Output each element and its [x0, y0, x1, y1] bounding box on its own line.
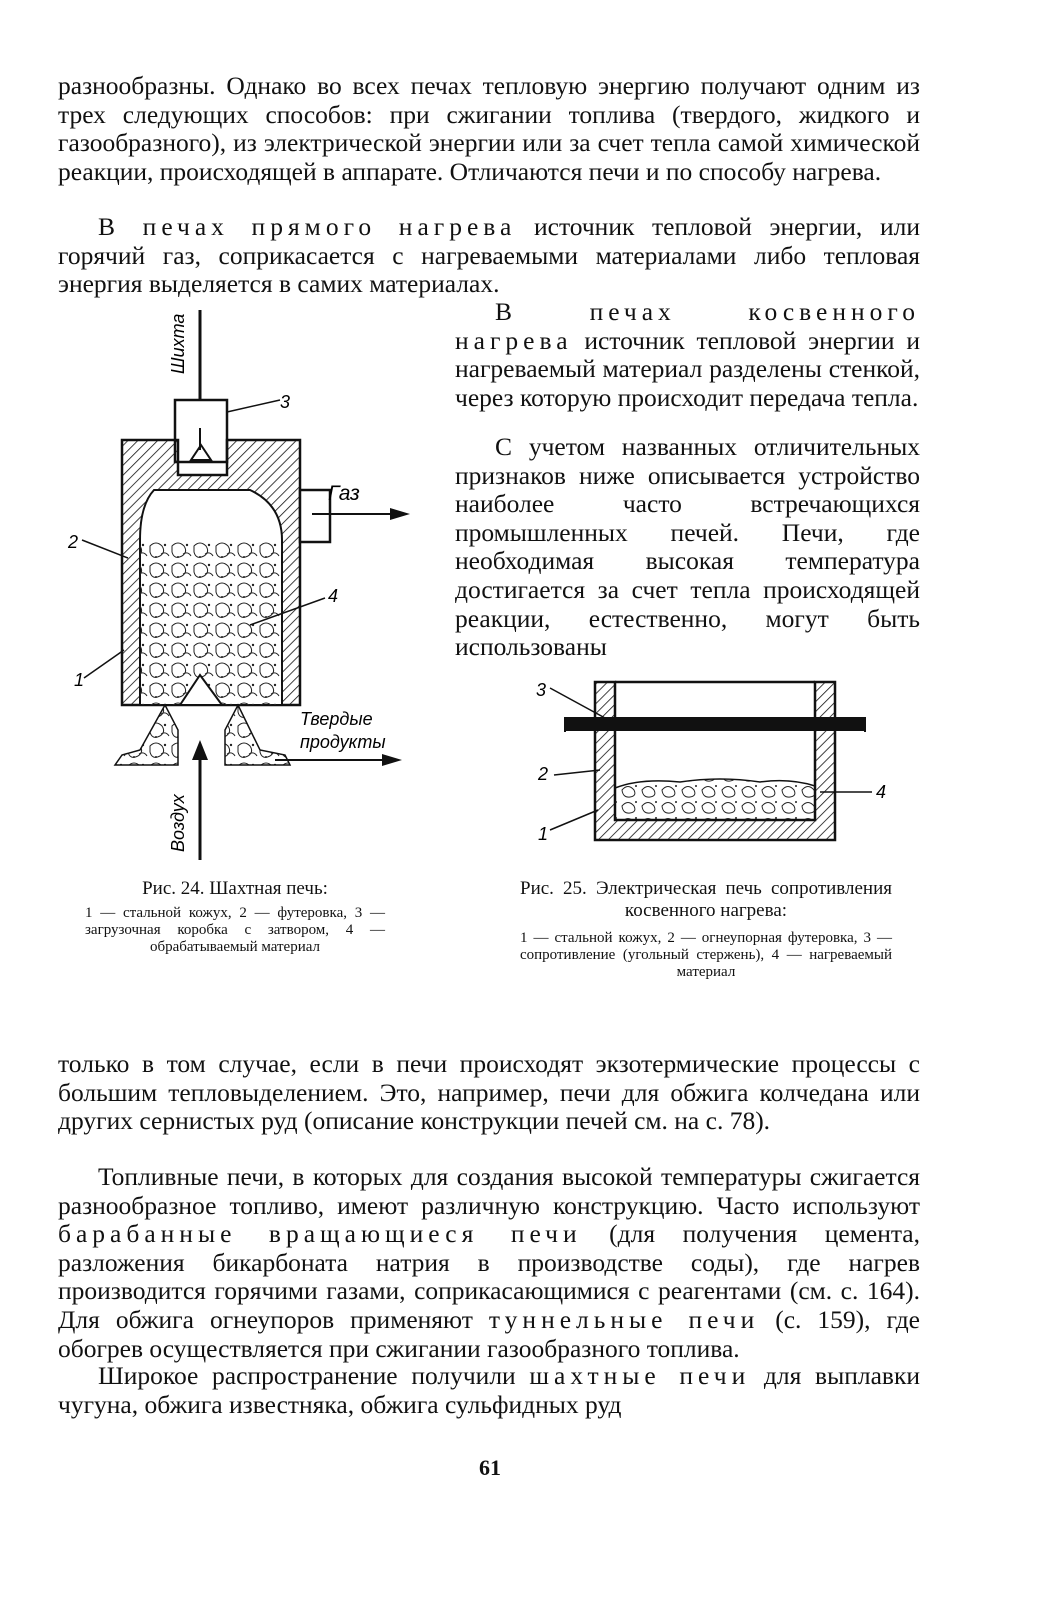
figure-25-electric-furnace	[520, 670, 900, 850]
fuel-text-e: (с. 159), где обогрев осуществляется при сжигании газообразного топлива.	[58, 1304, 920, 1363]
label-charge: Шихта	[168, 313, 188, 374]
paragraph-exothermic: только в том случае, если в печи происходят экзотермические процессы с большим тепловыделением. Это, например, печи для обжига колчедана или других сернистых руд (описание конструкции печей см. на с. 78).	[58, 1049, 920, 1136]
figure-24-caption: Рис. 24. Шахтная печь:	[142, 878, 328, 899]
label-1: 1	[538, 824, 549, 844]
figure-25-caption: Рис. 25. Электрическая печь сопротивления косвенного нагрева:	[520, 878, 892, 921]
paragraph-shaft-furnaces	[58, 1362, 920, 1419]
spaced-term-direct: В печах прямого нагрева	[98, 212, 517, 241]
fuel-text-a: Топливные печи, в которых для создания высокой температуры сжигается разнообразное топливо, имеют различную конструкцию. Часто используют	[58, 1162, 920, 1220]
paragraph-indirect-heating	[455, 298, 920, 412]
label-4: 4	[328, 586, 339, 606]
label-1: 1	[74, 670, 85, 690]
label-2: 2	[538, 764, 549, 784]
label-air: Воздух	[168, 794, 188, 852]
paragraph-fuel-furnaces	[58, 1163, 920, 1363]
shaft-text-c: для выплавки чугуна, обжига известняка, обжига сульфидных руд	[58, 1361, 920, 1419]
figure-25-legend: 1 — стальной кожух, 2 — огнеупорная футеровка, 3 — сопротивление (угольный стержень), 4 — нагреваемый материал	[520, 930, 892, 980]
spaced-term-shaft: шахтные печи	[529, 1361, 751, 1390]
shaft-text-a: Широкое распространение получили	[98, 1361, 530, 1390]
figure-24-shaft-furnace	[60, 300, 420, 865]
paragraph-direct-body: источник тепловой энергии, или горячий газ, соприкасается с нагреваемыми материалами либо тепловая энергия выделяется в самих материалах.	[58, 212, 920, 299]
label-gas: Газ	[328, 482, 360, 505]
label-3: 3	[536, 680, 547, 700]
label-3: 3	[280, 392, 291, 412]
fuel-text-c: (для получения цемента, разложения бикарбоната натрия в производстве соды), где нагрев производится горячими газами, соприкасающимися с реагентами (см. с. 164). Для обжига огнеупоров применяют	[58, 1219, 920, 1334]
figure-24-legend: 1 — стальной кожух, 2 — футеровка, 3 — загрузочная коробка с затвором, 4 — обрабатываемый материал	[85, 905, 385, 955]
spaced-term-tunnel: туннельные печи	[488, 1304, 760, 1334]
spaced-term-indirect: В печах косвенного нагрева	[455, 297, 920, 355]
paragraph-features: С учетом названных отличительных признаков ниже описывается устройство наиболее часто встречающихся промышленных печей. Печи, где необходимая высокая температура достигается за счет тепла происходящей реакции, естественно, могут быть использованы	[455, 432, 920, 662]
label-2: 2	[68, 532, 79, 552]
label-4: 4	[876, 782, 887, 802]
spaced-term-rotary: барабанные вращающиеся печи	[58, 1219, 582, 1249]
paragraph-direct-heating	[58, 213, 920, 299]
paragraph-indirect-body: источник тепловой энергии и нагреваемый материал разделены стенкой, через которую происходит передача тепла.	[455, 325, 920, 412]
paragraph-intro: разнообразны. Однако во всех печах тепловую энергию получают одним из трех следующих способов: при сжигании топлива (твердого, жидкого и газообразного), из электрической энергии или за счет тепла самой химической реакции, происходящей в аппарате. Отличаются печи и по способу нагрева.	[58, 71, 920, 186]
label-solid-products-2: продукты	[300, 732, 386, 752]
label-solid-products-1: Твердые	[300, 709, 373, 729]
page-number: 61	[479, 1455, 501, 1480]
